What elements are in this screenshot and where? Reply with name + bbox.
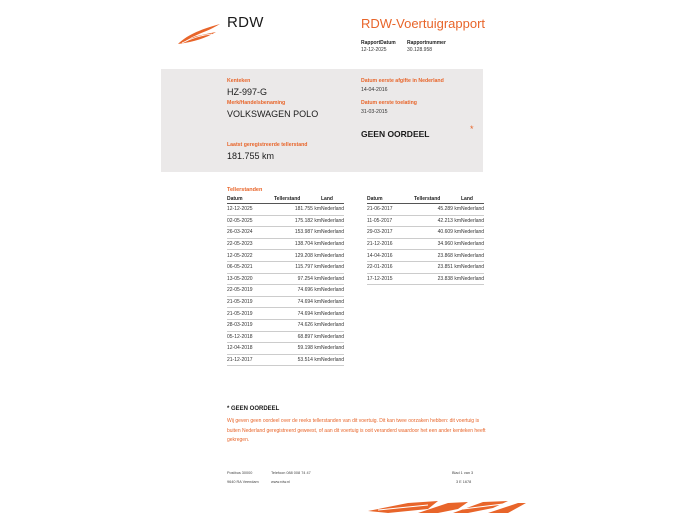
row-date: 29-03-2017 [367, 227, 414, 239]
table-row [227, 250, 344, 262]
row-km: 74.696 km [274, 285, 321, 297]
row-km: 34.960 km [414, 238, 461, 250]
plate-value: HZ-997-G [227, 87, 268, 97]
plate-label: Kenteken [227, 78, 251, 84]
vehicle-panel [161, 69, 483, 172]
row-date: 06-05-2021 [227, 261, 274, 273]
row-land: Nederland [461, 273, 484, 285]
row-date: 12-12-2025 [227, 204, 274, 216]
row-date: 22-01-2016 [367, 261, 414, 273]
table-row [367, 204, 484, 216]
row-km: 42.213 km [414, 215, 461, 227]
table-row [227, 285, 344, 297]
note-title: * GEEN OORDEEL [227, 406, 280, 412]
row-land: Nederland [321, 215, 344, 227]
rdw-logo-icon [176, 22, 222, 46]
table-row [227, 308, 344, 320]
odo-value: 181.755 km [227, 151, 275, 161]
table-row [367, 261, 484, 273]
col-land: Land [461, 195, 484, 204]
row-land: Nederland [321, 308, 344, 320]
table-row [227, 354, 344, 366]
report-date-label: RapportDatum [361, 40, 396, 46]
report-number-label: Rapportnummer [407, 40, 446, 46]
row-date: 12-05-2022 [227, 250, 274, 262]
row-land: Nederland [321, 204, 344, 216]
row-land: Nederland [461, 261, 484, 273]
row-date: 21-05-2019 [227, 296, 274, 308]
table-row [227, 273, 344, 285]
footer-code: 3 E 1678 [456, 480, 472, 484]
row-date: 02-05-2025 [227, 215, 274, 227]
row-km: 175.182 km [274, 215, 321, 227]
row-date: 21-12-2016 [367, 238, 414, 250]
table-row [227, 331, 344, 343]
row-km: 115.797 km [274, 261, 321, 273]
row-km: 23.851 km [414, 261, 461, 273]
table-row [367, 273, 484, 285]
col-date: Datum [227, 195, 274, 204]
row-land: Nederland [321, 343, 344, 355]
row-land: Nederland [461, 227, 484, 239]
odo-label: Laatst geregistreerde tellerstand [227, 142, 308, 148]
row-km: 138.704 km [274, 238, 321, 250]
verdict-text: GEEN OORDEEL [361, 129, 430, 139]
table-row [227, 227, 344, 239]
row-km: 74.694 km [274, 308, 321, 320]
row-land: Nederland [461, 250, 484, 262]
report-number-value: 30.128.958 [407, 47, 433, 53]
row-km: 74.694 km [274, 296, 321, 308]
row-date: 22-05-2023 [227, 238, 274, 250]
odometer-section-title: Tellerstanden [227, 187, 263, 193]
row-land: Nederland [321, 354, 344, 366]
row-km: 40.609 km [414, 227, 461, 239]
row-km: 74.626 km [274, 319, 321, 331]
row-date: 22-05-2019 [227, 285, 274, 297]
footer-address-2: 9640 RA Veendam [227, 480, 259, 484]
footer-page: Blad 1 van 3 [452, 471, 474, 475]
table-row [227, 296, 344, 308]
row-land: Nederland [321, 238, 344, 250]
row-date: 11-05-2017 [367, 215, 414, 227]
row-km: 23.838 km [414, 273, 461, 285]
row-km: 53.514 km [274, 354, 321, 366]
row-km: 153.987 km [274, 227, 321, 239]
row-land: Nederland [321, 331, 344, 343]
odometer-table-right [367, 195, 484, 285]
first-nl-value: 14-04-2016 [361, 87, 388, 93]
row-date: 21-06-2017 [367, 204, 414, 216]
row-date: 26-03-2024 [227, 227, 274, 239]
row-land: Nederland [321, 273, 344, 285]
report-title: RDW-Voertuigrapport [361, 16, 486, 31]
odometer-table-left [227, 195, 344, 366]
logo-text: RDW [227, 14, 264, 31]
footer-web: www.rdw.nl [271, 480, 290, 484]
make-value: VOLKSWAGEN POLO [227, 109, 319, 119]
report-date-value: 12-12-2025 [361, 47, 387, 53]
row-date: 05-12-2018 [227, 331, 274, 343]
table-row [227, 319, 344, 331]
col-date: Datum [367, 195, 414, 204]
row-land: Nederland [321, 319, 344, 331]
row-land: Nederland [321, 250, 344, 262]
row-date: 13-05-2020 [227, 273, 274, 285]
row-date: 14-04-2016 [367, 250, 414, 262]
row-land: Nederland [461, 215, 484, 227]
table-row [367, 238, 484, 250]
table-row [367, 227, 484, 239]
row-km: 181.755 km [274, 204, 321, 216]
row-date: 21-12-2017 [227, 354, 274, 366]
row-date: 21-05-2019 [227, 308, 274, 320]
row-land: Nederland [321, 285, 344, 297]
row-km: 23.868 km [414, 250, 461, 262]
row-km: 97.254 km [274, 273, 321, 285]
row-land: Nederland [461, 204, 484, 216]
row-land: Nederland [321, 296, 344, 308]
row-date: 17-12-2015 [367, 273, 414, 285]
row-km: 68.897 km [274, 331, 321, 343]
footer-address-1: Postbus 30000 [227, 471, 253, 475]
row-km: 59.198 km [274, 343, 321, 355]
table-row [367, 250, 484, 262]
table-row [227, 215, 344, 227]
row-date: 28-03-2019 [227, 319, 274, 331]
col-km: Tellerstand [274, 195, 321, 204]
row-km: 129.208 km [274, 250, 321, 262]
table-row [227, 238, 344, 250]
verdict-star: * [470, 124, 474, 134]
make-label: Merk/Handelsbenaming [227, 100, 286, 106]
table-row [367, 215, 484, 227]
row-land: Nederland [321, 227, 344, 239]
table-row [227, 261, 344, 273]
row-land: Nederland [321, 261, 344, 273]
col-km: Tellerstand [414, 195, 461, 204]
first-admit-value: 31-03-2015 [361, 109, 388, 115]
first-admit-label: Datum eerste toelating [361, 100, 417, 106]
row-km: 45.289 km [414, 204, 461, 216]
table-row [227, 204, 344, 216]
footer-phone: Telefoon 088 008 74 47 [271, 471, 311, 475]
decorative-stripes-icon [368, 497, 528, 514]
first-nl-label: Datum eerste afgifte in Nederland [361, 78, 444, 84]
row-date: 12-04-2018 [227, 343, 274, 355]
col-land: Land [321, 195, 344, 204]
row-land: Nederland [461, 238, 484, 250]
note-text: Wij geven geen oordeel over de reeks tellerstanden van dit voertuig. Dit kan twee oorzaken hebben: dit voertuig is buiten Nederland geregistreerd geweest, of aan dit voertuig is ooit veranderd waardoor het een ander kenteken heeft gekregen. [227, 418, 486, 443]
table-row [227, 343, 344, 355]
